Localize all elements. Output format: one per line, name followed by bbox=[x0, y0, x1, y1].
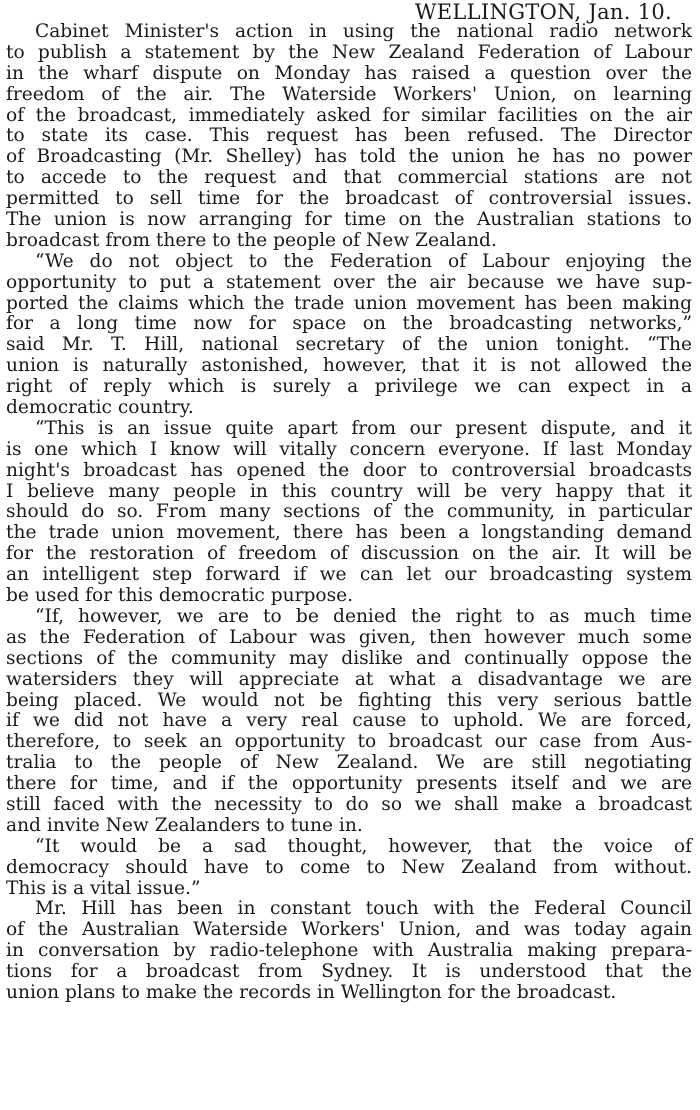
article-line: “This is an issue quite apart from our present dispute, and it bbox=[35, 417, 692, 439]
article-line: and invite New Zealanders to tune in. bbox=[6, 814, 363, 836]
article-line: union plans to make the records in Wellington for the broadcast. bbox=[6, 981, 617, 1003]
article-line: of Broadcasting (Mr. Shelley) has told the union he has no power bbox=[6, 146, 692, 168]
article-line: the trade union movement, there has been a longstanding demand bbox=[6, 522, 692, 544]
article-line: permitted to sell time for the broadcast of controversial issues. bbox=[6, 188, 692, 210]
article-line: of the Australian Waterside Workers' Union, and was today again bbox=[6, 919, 692, 941]
article-line: ported the claims which the trade union movement has been making bbox=[6, 292, 692, 314]
article-line: tions for a broadcast from Sydney. It is understood that the bbox=[6, 961, 692, 983]
article-line: said Mr. T. Hill, national secretary of the union tonight. “The bbox=[6, 334, 692, 356]
article-line: This is a vital issue.” bbox=[6, 877, 201, 899]
article-line: “It would be a sad thought, however, that the voice of bbox=[35, 835, 692, 857]
article-line: night's broadcast has opened the door to controversial broadcasts bbox=[6, 459, 692, 481]
article-line: be used for this democratic purpose. bbox=[6, 585, 354, 607]
article-line: in the wharf dispute on Monday has raised a question over the bbox=[6, 62, 692, 84]
dateline: WELLINGTON, Jan. 10. bbox=[414, 0, 672, 24]
article-line: watersiders they will appreciate at what a disadvantage we are bbox=[6, 668, 692, 690]
article-line: to publish a statement by the New Zealand Federation of Labour bbox=[6, 41, 692, 63]
article-line: Cabinet Minister's action in using the national radio network bbox=[35, 21, 692, 42]
article-line: tralia to the people of New Zealand. We are still negotiating bbox=[6, 752, 692, 774]
article-line: should do so. From many sections of the community, in particular bbox=[6, 501, 692, 523]
article-line: I believe many people in this country will be very happy that it bbox=[6, 480, 692, 502]
article-line: if we did not have a very real cause to uphold. We are forced, bbox=[6, 710, 692, 732]
article-line: there for time, and if the opportunity presents itself and we are bbox=[6, 773, 692, 795]
article-line: “We do not object to the Federation of Labour enjoying the bbox=[35, 250, 692, 272]
article-line: for the restoration of freedom of discussion on the air. It will be bbox=[6, 543, 692, 565]
article-line: in conversation by radio-telephone with Australia making prepara- bbox=[6, 940, 692, 962]
article-line: for a long time now for space on the broadcasting networks,” bbox=[6, 313, 692, 335]
article-line: still faced with the necessity to do so we shall make a broadcast bbox=[6, 793, 692, 815]
article-line: right of reply which is surely a privilege we can expect in a bbox=[6, 376, 692, 398]
article-line: sections of the community may dislike and continually oppose the bbox=[6, 647, 692, 669]
article-line: is one which I know will vitally concern everyone. If last Monday bbox=[6, 438, 692, 460]
article-line: being placed. We would not be fighting this very serious battle bbox=[6, 689, 692, 711]
article-line: broadcast from there to the people of New Zealand. bbox=[6, 229, 497, 251]
article-line: freedom of the air. The Waterside Workers' Union, on learning bbox=[6, 83, 692, 105]
article-line: “If, however, we are to be denied the right to as much time bbox=[35, 605, 692, 627]
article-line: Mr. Hill has been in constant touch with the Federal Council bbox=[35, 898, 692, 920]
article-line: opportunity to put a statement over the air because we have sup- bbox=[6, 271, 692, 293]
article-line: of the broadcast, immediately asked for similar facilities on the air bbox=[6, 104, 692, 126]
article-line: as the Federation of Labour was given, then however much some bbox=[6, 626, 692, 648]
article-line: democratic country. bbox=[6, 397, 194, 419]
article-line: to state its case. This request has been refused. The Director bbox=[6, 125, 692, 147]
article-line: The union is now arranging for time on the Australian stations to bbox=[6, 209, 692, 231]
article-line: to accede to the request and that commercial stations are not bbox=[6, 167, 692, 189]
article-line: union is naturally astonished, however, that it is not allowed the bbox=[6, 355, 692, 377]
article-line: democracy should have to come to New Zealand from without. bbox=[6, 856, 692, 878]
article-line: therefore, to seek an opportunity to broadcast our case from Aus- bbox=[6, 731, 692, 753]
article-body bbox=[6, 22, 692, 1004]
article-line: an intelligent step forward if we can let our broadcasting system bbox=[6, 564, 692, 586]
